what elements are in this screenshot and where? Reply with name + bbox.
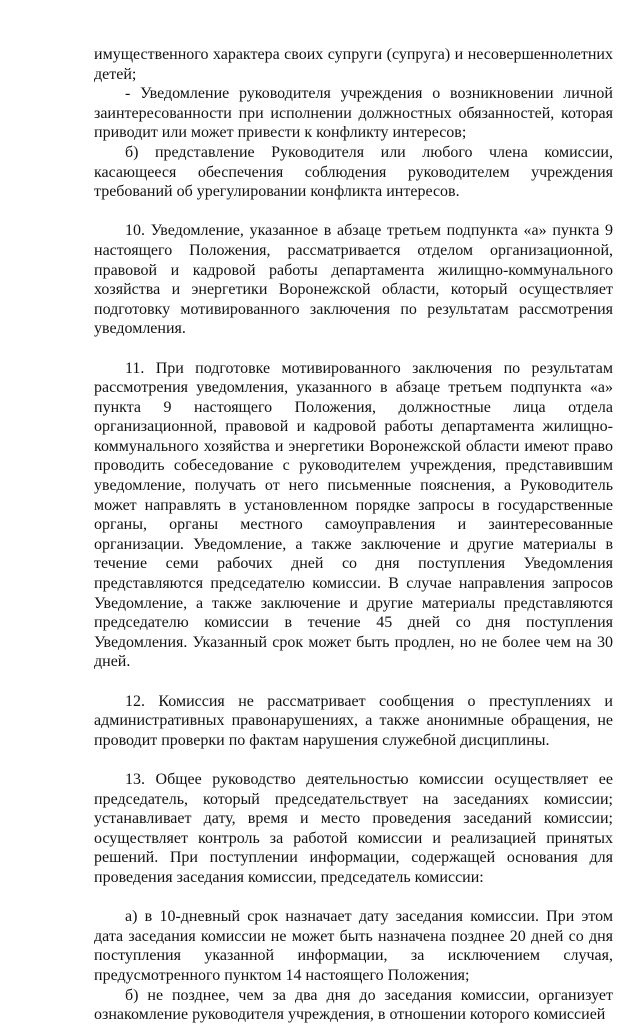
paragraph-13-subitem-b: б) не позднее, чем за два дня до заседания комиссии, организует ознакомление руководителя учреждения, в отношении которого комиссией <box>94 986 613 1024</box>
paragraph-12: 12. Комиссия не рассматривает сообщения о преступлениях и административных правонарушениях, а также анонимные обращения, не проводит проверки по фактам нарушения служебной дисциплины. <box>94 692 613 749</box>
paragraph-continuation: имущественного характера своих супруги (супруга) и несовершеннолетних детей; <box>94 46 613 83</box>
paragraph-10: 10. Уведомление, указанное в абзаце третьем подпункта «а» пункта 9 настоящего Положения, рассматривается отделом организационной, правовой и кадровой работы департамента жилищно-коммунального хозяйства и энергетики Воронежской области, который осуществляет подготовку мотивированного заключения по результатам рассмотрения уведомления. <box>94 222 613 338</box>
paragraph-13-subitem-a: а) в 10-дневный срок назначает дату заседания комиссии. При этом дата заседания комиссии не может быть назначена позднее 20 дней со дня поступления указанной информации, за исключением случая, предусмотренного пунктом 14 настоящего Положения; <box>94 908 613 984</box>
paragraph-11: 11. При подготовке мотивированного заключения по результатам рассмотрения уведомления, указанного в абзаце третьем подпункта «а» пункта 9 настоящего Положения, должностные лица отдела организационной, правовой и кадровой работы департамента жилищно-коммунального хозяйства и энергетики Воронежской области имеют право проводить собеседование с руководителем учреждения, представившим уведомление, получать от него письменные пояснения, а Руководитель может направлять в установленном порядке запросы в государственные органы, органы местного самоуправления и заинтересованные организации. Уведомление, а также заключение и другие материалы в течение семи рабочих дней со дня поступления Уведомления представляются председателю комиссии. В случае направления запросов Уведомление, а также заключение и другие материалы представляются председателю комиссии в течение 45 дней со дня поступления Уведомления. Указанный срок может быть продлен, но не более чем на 30 дней. <box>94 359 613 671</box>
paragraph-notification-bullet: - Уведомление руководителя учреждения о возникновении личной заинтересованности при исполнении должностных обязанностей, которая приводит или может привести к конфликту интересов; <box>94 85 613 142</box>
paragraph-13: 13. Общее руководство деятельностью комиссии осуществляет ее председатель, который председательствует на заседаниях комиссии; устанавливает дату, время и место проведения заседаний комиссии; осуществляет контроль за работой комиссии и реализацией принятых решений. При поступлении информации, содержащей основания для проведения заседания комиссии, председатель комиссии: <box>94 770 613 886</box>
paragraph-subitem-b: б) представление Руководителя или любого члена комиссии, касающееся обеспечения соблюдения руководителем учреждения требований об урегулировании конфликта интересов. <box>94 143 613 201</box>
